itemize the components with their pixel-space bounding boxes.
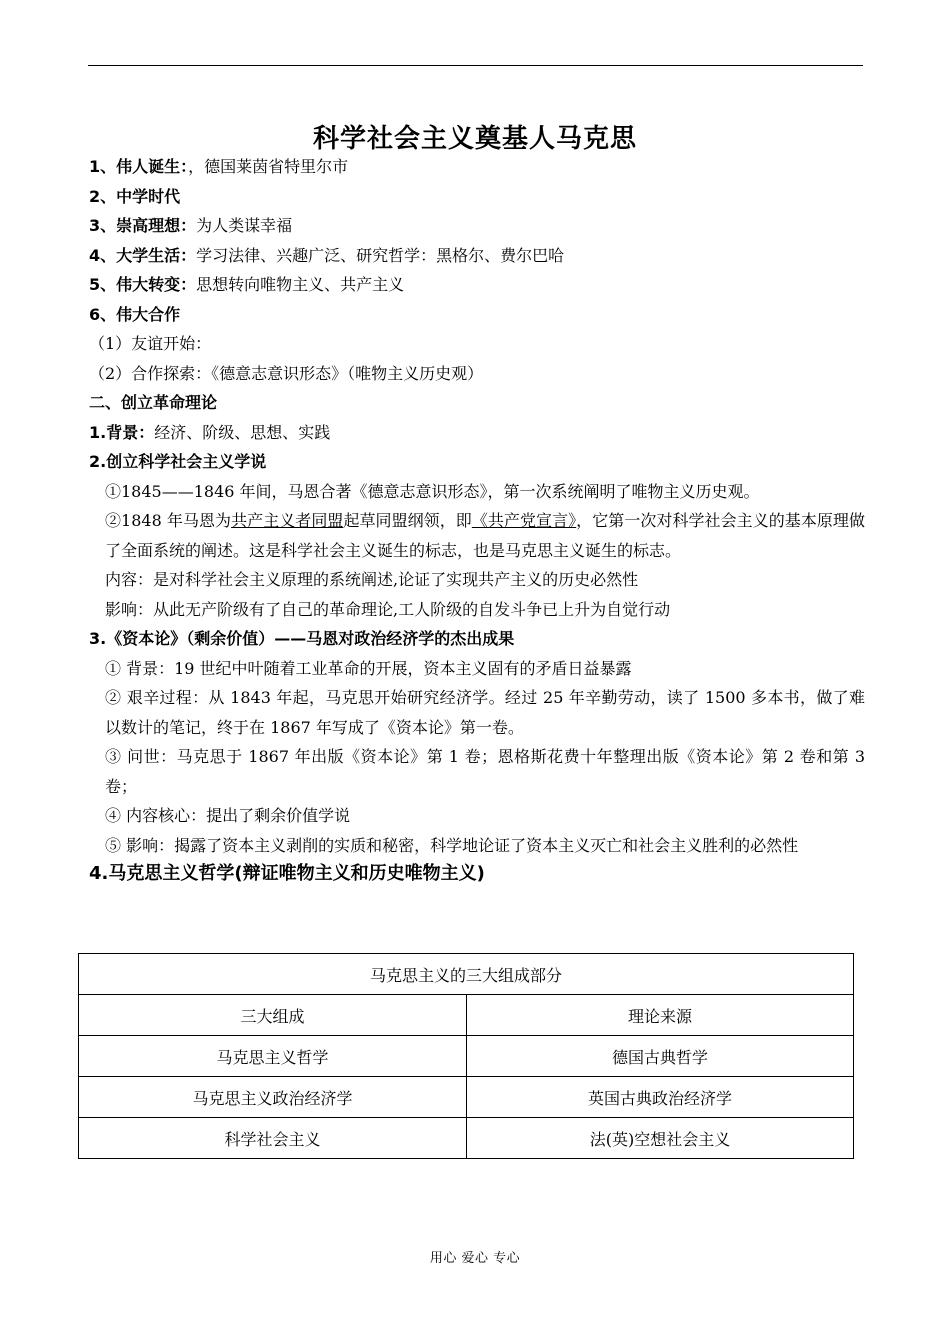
capital-impact: ⑤ 影响：揭露了资本主义剥削的实质和秘密，科学地论证了资本主义灭亡和社会主义胜利的必然性 bbox=[105, 835, 799, 855]
capital-process: ② 艰辛过程：从 1843 年起，马克思开始研究经济学。经过 25 年辛勤劳动，读了 1500 多本书，做了难以数计的笔记，终于在 1867 年写成了《资本论》第一卷。 bbox=[105, 688, 865, 737]
table-header-row bbox=[79, 995, 854, 1036]
item-ideal-label: 3、崇高理想： bbox=[89, 216, 197, 235]
paragraph-content: 内容：是对科学社会主义原理的系统阐述,论证了实现共产主义的历史必然性 bbox=[105, 570, 639, 589]
paragraph-impact: 影响：从此无产阶级有了自己的革命理论,工人阶级的自发斗争已上升为自觉行动 bbox=[105, 599, 671, 619]
table-row bbox=[79, 1077, 854, 1118]
section-heading-theory: 二、创立革命理论 bbox=[89, 393, 218, 412]
item-birth bbox=[89, 152, 865, 182]
item-birth-label: 1、伟人诞生： bbox=[89, 157, 189, 176]
table-cell-source: 德国古典哲学 bbox=[467, 1036, 854, 1077]
table-cell-part: 马克思主义政治经济学 bbox=[79, 1077, 467, 1118]
table-caption-row bbox=[79, 954, 854, 995]
header-rule bbox=[88, 65, 863, 66]
page-title: 科学社会主义奠基人马克思 bbox=[312, 124, 637, 154]
capital-publication: ③ 问世：马克思于 1867 年出版《资本论》第 1 卷；恩格斯花费十年整理出版《资本论》第 2 卷和第 3 卷； bbox=[105, 747, 865, 796]
components-table bbox=[78, 953, 854, 1159]
table-cell-part: 科学社会主义 bbox=[79, 1118, 467, 1159]
item-turn bbox=[89, 270, 865, 300]
document-body bbox=[89, 152, 865, 887]
item-background bbox=[89, 418, 865, 448]
item-ideal-text: 为人类谋幸福 bbox=[196, 216, 293, 235]
paragraph-manifesto bbox=[89, 506, 865, 565]
league-name: 共产主义者同盟 bbox=[231, 511, 344, 530]
table-cell-source: 法(英)空想社会主义 bbox=[467, 1118, 854, 1159]
table-header-sources: 理论来源 bbox=[467, 995, 854, 1036]
item-background-text: 经济、阶级、思想、实践 bbox=[154, 422, 331, 442]
item-turn-text: 思想转向唯物主义、共产主义 bbox=[196, 275, 405, 294]
subheading-scientific-socialism: 2.创立科学社会主义学说 bbox=[89, 452, 267, 471]
subheading-philosophy: 4.马克思主义哲学(辩证唯物主义和历史唯物主义) bbox=[89, 863, 485, 884]
manifesto-title: 《共产党宣言》 bbox=[471, 511, 577, 530]
page-footer: 用心 爱心 专心 bbox=[429, 1251, 521, 1266]
table-header-components: 三大组成 bbox=[79, 995, 467, 1036]
item-middle-school: 2、中学时代 bbox=[89, 186, 181, 206]
item-exploration: （2）合作探索：《德意志意识形态》（唯物主义历史观） bbox=[89, 363, 484, 383]
item-university-text: 学习法律、兴趣广泛、研究哲学：黑格尔、费尔巴哈 bbox=[196, 245, 565, 265]
item-friendship: （1）友谊开始： bbox=[89, 334, 212, 353]
subheading-capital: 3.《资本论》（剩余价值）——马恩对政治经济学的杰出成果 bbox=[89, 629, 515, 648]
capital-background: ① 背景：19 世纪中叶随着工业革命的开展，资本主义固有的矛盾日益暴露 bbox=[105, 658, 632, 678]
capital-core: ④ 内容核心：提出了剩余价值学说 bbox=[105, 806, 351, 825]
table-cell-source: 英国古典政治经济学 bbox=[467, 1077, 854, 1118]
table-row bbox=[79, 1118, 854, 1159]
table-row bbox=[79, 1036, 854, 1077]
item-turn-label: 5、伟大转变： bbox=[89, 275, 197, 294]
item-ideal bbox=[89, 211, 865, 241]
item-cooperation: 6、伟大合作 bbox=[89, 304, 181, 324]
manifesto-text-b: 起草同盟纲领，即 bbox=[343, 511, 472, 530]
table-cell-part: 马克思主义哲学 bbox=[79, 1036, 467, 1077]
item-birth-text: ，德国莱茵省特里尔市 bbox=[188, 157, 349, 176]
item-university bbox=[89, 241, 865, 271]
item-university-label: 4、大学生活： bbox=[89, 245, 197, 265]
table-caption: 马克思主义的三大组成部分 bbox=[79, 954, 854, 995]
manifesto-text-c: ，它第一次对科学社会主义的基本原理做了全面系统的阐述。这是科学社会主义诞生的标志，也是马克思主义诞生的标志。 bbox=[105, 511, 865, 560]
item-background-label: 1.背景： bbox=[89, 422, 155, 442]
paragraph-german-ideology: ①1845——1846 年间，马恩合著《德意志意识形态》，第一次系统阐明了唯物主义历史观。 bbox=[105, 481, 760, 501]
manifesto-text-a: ②1848 年马恩为 bbox=[105, 511, 232, 530]
